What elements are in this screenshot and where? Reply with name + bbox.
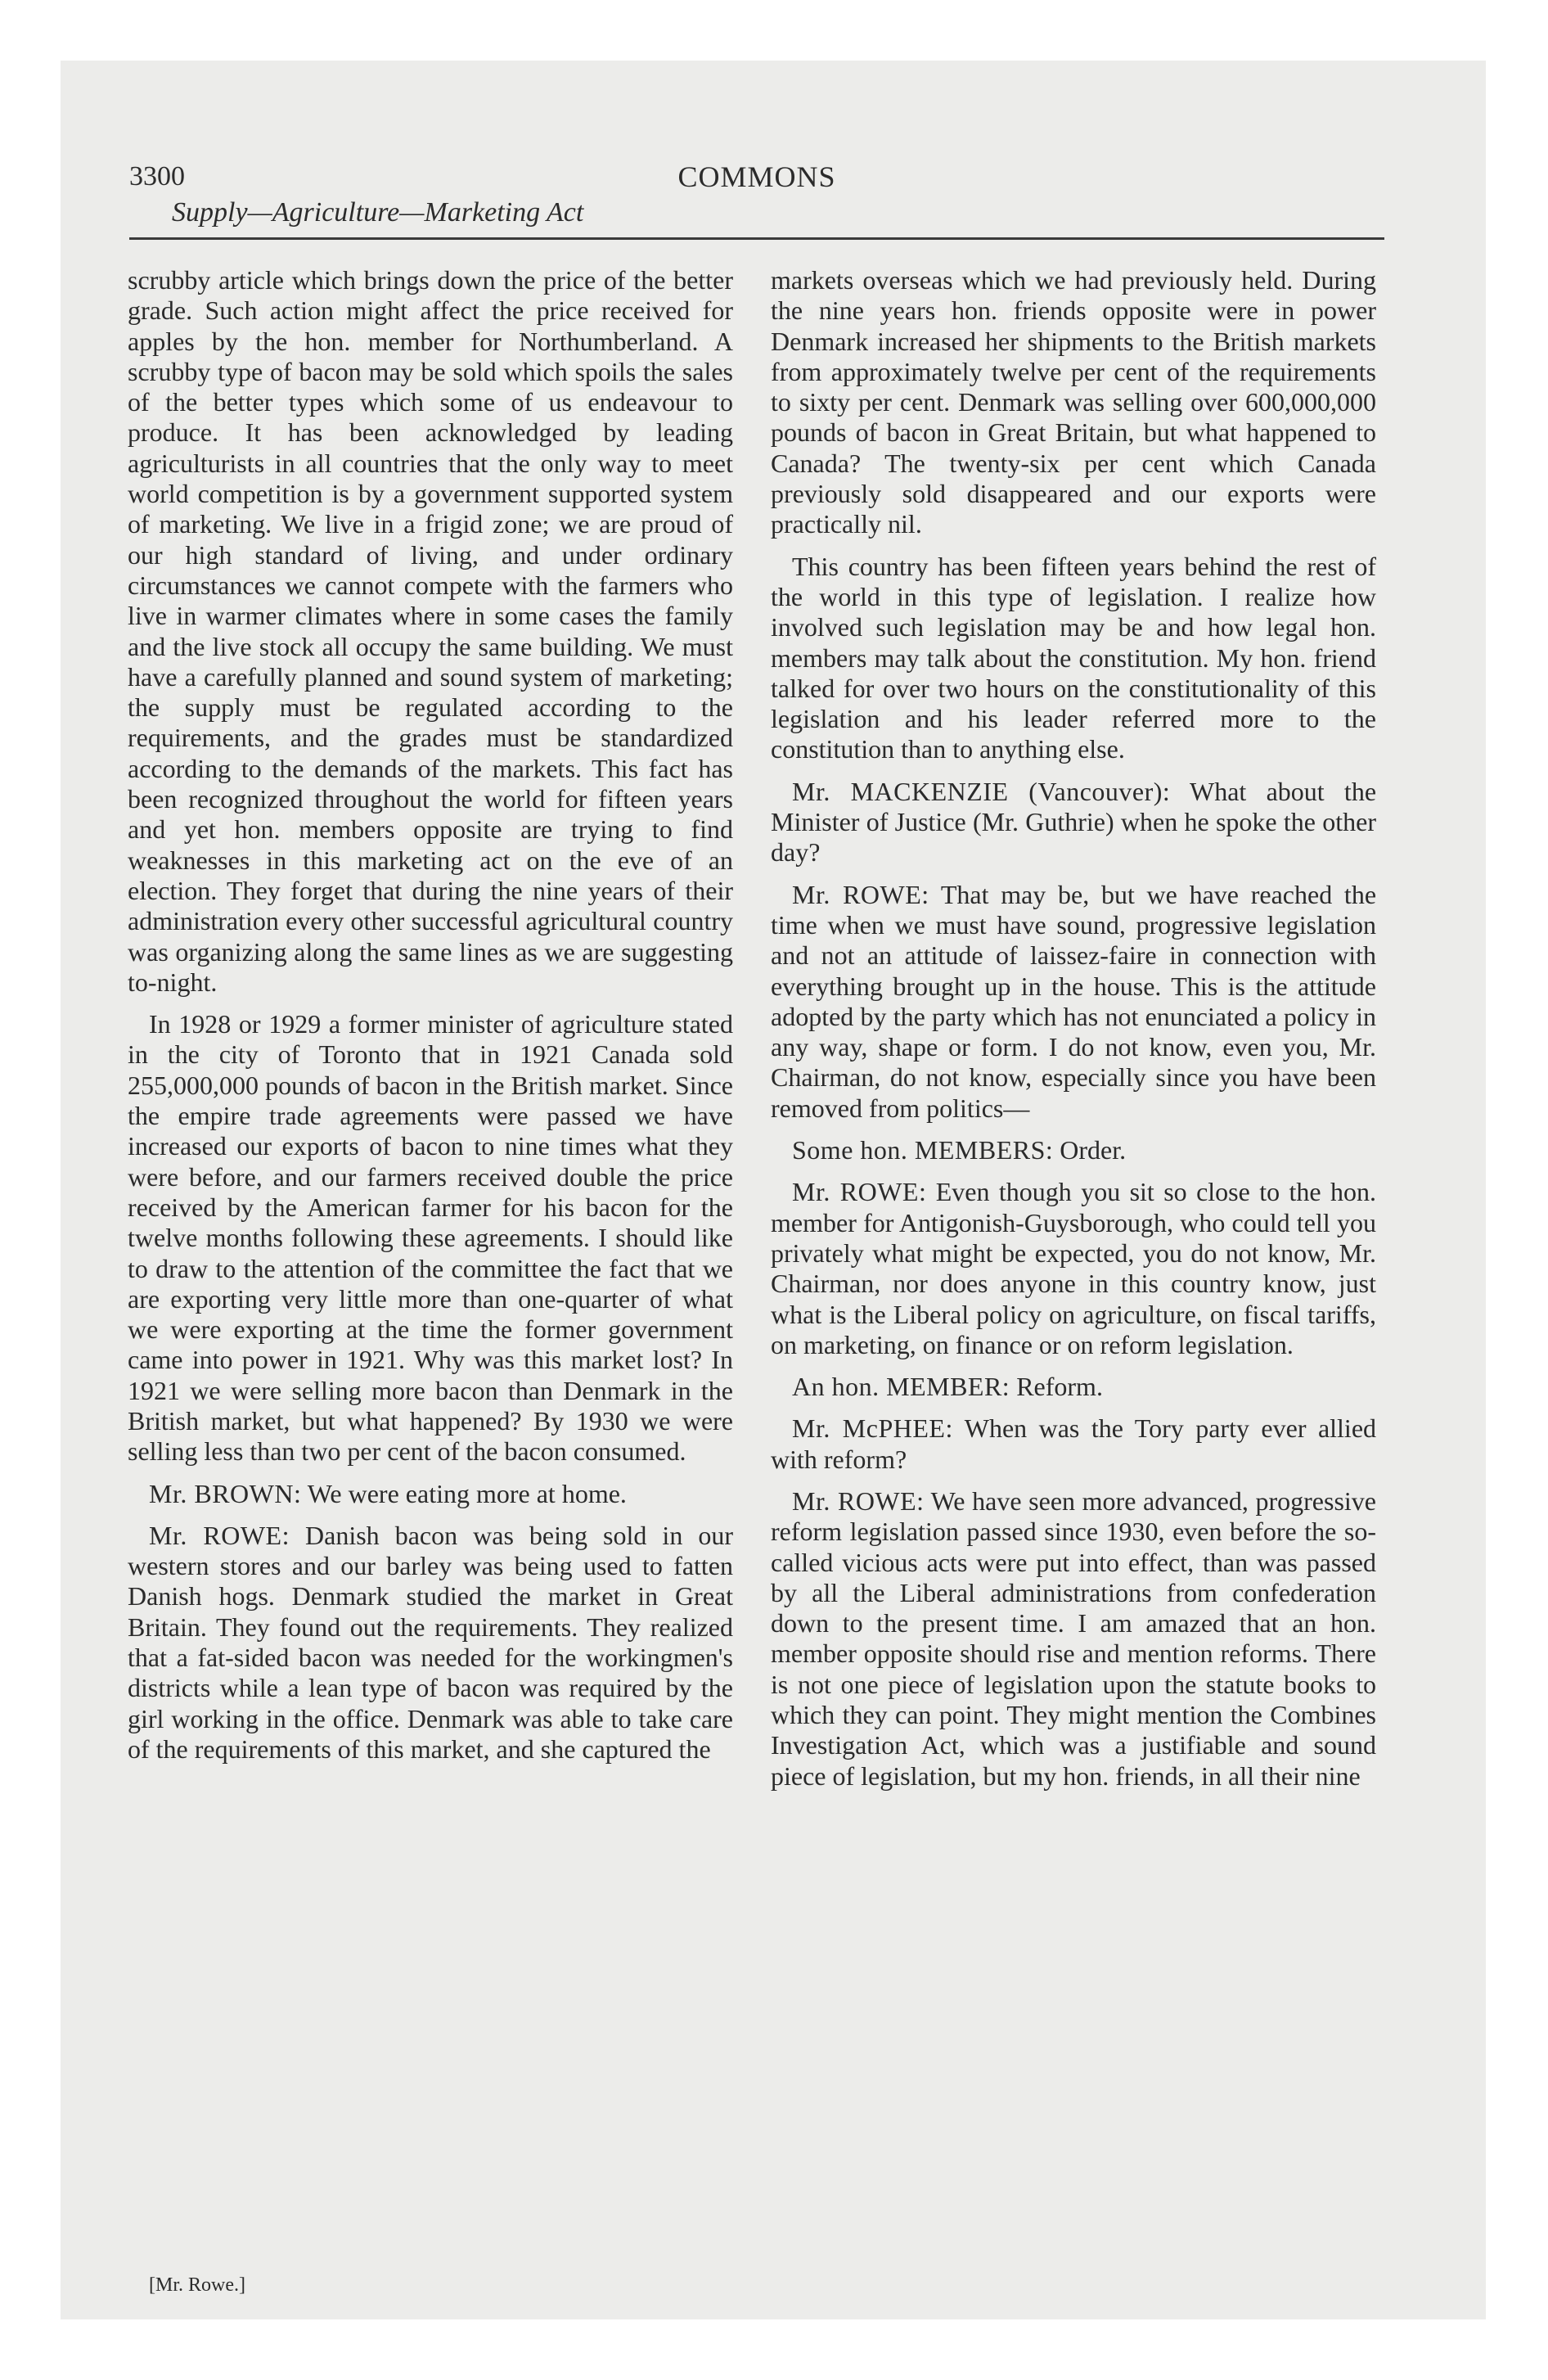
speaker-name: An hon. MEMBER:: [792, 1372, 1010, 1402]
speech-text: What about the Minister of Justice (Mr. Guthrie) when he spoke the other day?: [771, 776, 1377, 868]
speech-text: We were eating more at home.: [307, 1478, 627, 1508]
speaker-attribution: [Mr. Rowe.]: [149, 2274, 245, 2296]
speech-text: Even though you sit so close to the hon. member for Antigonish-Guysborough, who could tell you privately what might be expected, you do not know, Mr. Chairman, nor does anyone in this country know, just what is the Liberal policy on agriculture, on fiscal tariffs, on marketing, on finance or on reform legislation.: [771, 1177, 1377, 1359]
speaker-name: Mr. BROWN:: [149, 1478, 302, 1508]
header-rule: [129, 237, 1384, 240]
speaker-name: Mr. McPHEE:: [792, 1413, 953, 1444]
speech-paragraph: [771, 777, 1376, 868]
paragraph: In 1928 or 1929 a former minister of agriculture stated in the city of Toronto that in 1921 Canada sold 255,000,000 pounds of bacon in the British market. Since the empire trade agreements were passed we have increased our exports of bacon to nine times what they were before, and our farmers received double the price received by the American farmer for his bacon for the twelve months following these agreements. I should like to draw to the attention of the committee the fact that we are exporting very little more than one-quarter of what we were exporting at the time the former government came into power in 1921. Why was this market lost? In 1921 we were selling more bacon than Denmark in the British market, but what happened? By 1930 we were selling less than two per cent of the bacon consumed.: [128, 1009, 733, 1467]
speaker-name: Mr. ROWE:: [149, 1520, 290, 1550]
speaker-name: Mr. ROWE:: [792, 1485, 925, 1516]
speech-paragraph: [771, 1372, 1376, 1402]
speech-paragraph: [771, 1486, 1376, 1792]
paragraph: scrubby article which brings down the price of the better grade. Such action might affect the price received for apples by the hon. member for Northumberland. A scrubby type of bacon may be sold which spoils the sales of the better types which some of us endeavour to produce. It has been acknowledged by leading agriculturists in all countries that the only way to meet world competition is by a government supported system of marketing. We live in a frigid zone; we are proud of our high standard of living, and under ordinary circumstances we cannot compete with the farmers who live in warmer climates where in some cases the family and the live stock all occupy the same building. We must have a carefully planned and sound system of marketing; the supply must be regulated according to the requirements, and the grades must be standardized according to the demands of the markets. This fact has been recognized throughout the world for fifteen years and yet hon. members opposite are trying to find weaknesses in this marketing act on the eve of an election. They forget that during the nine years of their administration every other successful agricultural country was organizing along the same lines as we are suggesting to-night.: [128, 265, 733, 997]
section-subtitle: Supply—Agriculture—Marketing Act: [172, 197, 584, 228]
speech-text: When was the Tory party ever allied with reform?: [771, 1413, 1377, 1474]
speech-paragraph: [128, 1521, 733, 1765]
speech-paragraph: [771, 880, 1376, 1124]
speech-text: Reform.: [1016, 1372, 1103, 1402]
speech-text: We have seen more advanced, progressive reform legislation passed since 1930, even before the so-called vicious acts were put into effect, than was passed by all the Liberal administrations from confederation down to the present time. I am amazed that an hon. member opposite should rise and mention reforms. There is not one piece of legislation upon the statute books to which they can point. They might mention the Combines Investigation Act, which was a justifiable and sound piece of legislation, but my hon. friends, in all their nine: [771, 1485, 1377, 1791]
speech-paragraph: [771, 1413, 1376, 1475]
left-column: [128, 265, 733, 1776]
page-number: 3300: [129, 161, 185, 192]
speech-paragraph: [771, 1135, 1376, 1165]
page-header: [129, 160, 1384, 236]
speaker-name: Mr. MACKENZIE (Vancouver):: [792, 776, 1171, 806]
right-column: [771, 265, 1376, 1803]
speaker-name: Mr. ROWE:: [792, 1177, 927, 1207]
speech-paragraph: [771, 1177, 1376, 1360]
speech-text: That may be, but we have reached the time when we must have sound, progressive legislation and not an attitude of laissez-faire in connection with everything brought up in the house. This is the attitude adopted by the party which has not enunciated a policy in any way, shape or form. I do not know, even you, Mr. Chairman, do not know, especially since you have been removed from politics—: [771, 879, 1377, 1123]
paragraph: This country has been fifteen years behind the rest of the world in this type of legislation. I realize how involved such legislation may be and how legal hon. members may talk about the constitution. My hon. friend talked for over two hours on the constitutionality of this legislation and his leader referred more to the constitution than to anything else.: [771, 551, 1376, 764]
speech-text: Order.: [1060, 1135, 1127, 1165]
speech-text: Danish bacon was being sold in our western stores and our barley was being used to fatten Danish hogs. Denmark studied the market in Great Britain. They found out the requirements. They realized that a fat-sided bacon was needed for the workingmen's districts while a lean type of bacon was required by the girl working in the office. Denmark was able to take care of the requirements of this market, and she captured the: [128, 1520, 733, 1764]
running-title: COMMONS: [677, 160, 836, 193]
speech-paragraph: [128, 1479, 733, 1509]
speaker-name: Mr. ROWE:: [792, 879, 929, 909]
paragraph: markets overseas which we had previously held. During the nine years hon. friends opposite were in power Denmark increased her shipments to the British markets from approximately twelve per cent of the requirements to sixty per cent. Denmark was selling over 600,000,000 pounds of bacon in Great Britain, but what happened to Canada? The twenty-six per cent which Canada previously sold disappeared and our exports were practically nil.: [771, 265, 1376, 539]
speaker-name: Some hon. MEMBERS:: [792, 1135, 1054, 1165]
